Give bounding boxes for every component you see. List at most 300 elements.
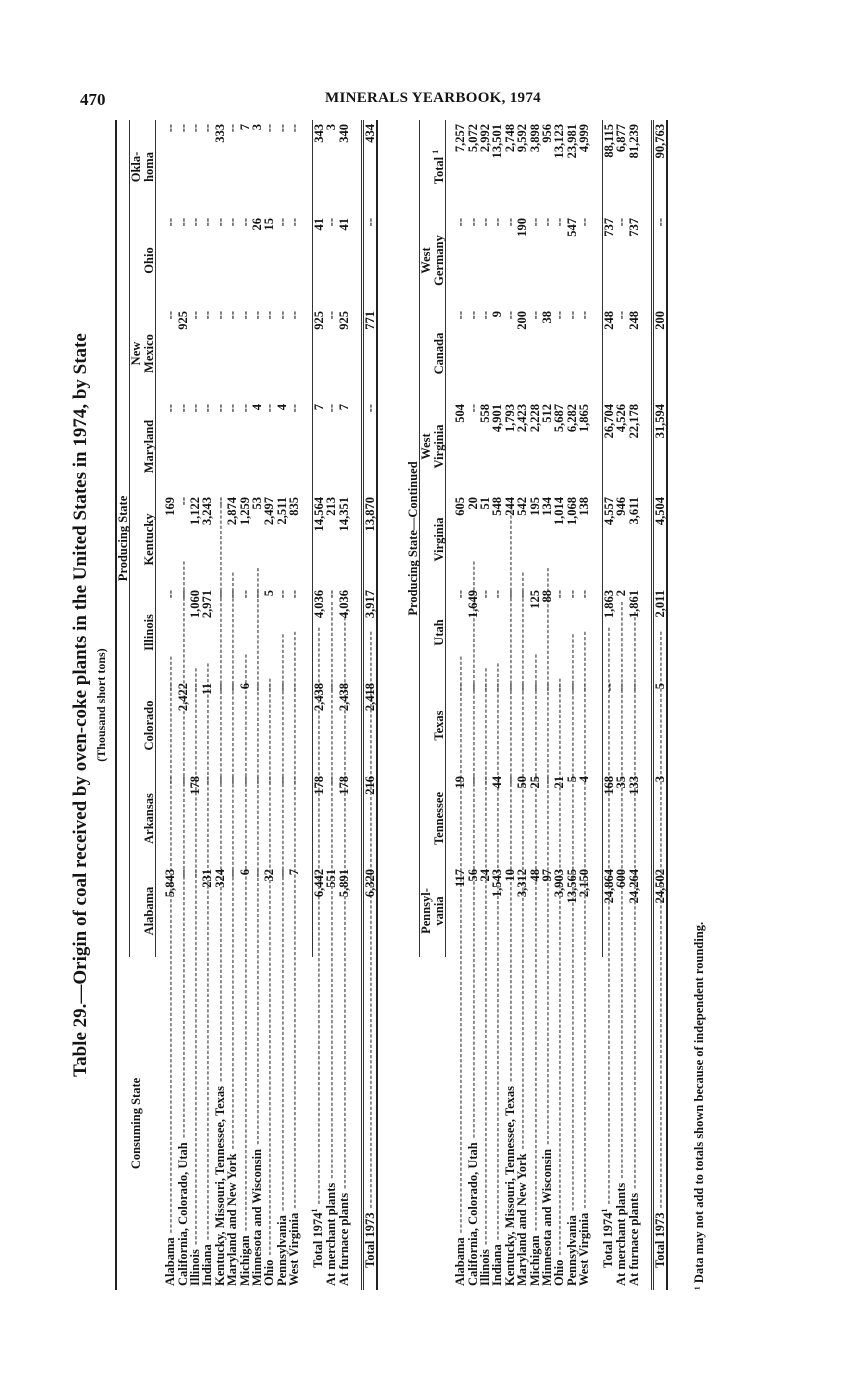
- table-subtitle: (Thousand short tons): [94, 648, 108, 762]
- row-label-text: Kentucky, Missouri, Tennessee, Texas -----: [503, 504, 517, 1286]
- cell-value: --: [614, 311, 629, 320]
- cell-value: --: [626, 683, 641, 692]
- cell-value: --: [200, 123, 215, 133]
- footnote-mark: 1: [430, 149, 440, 154]
- cell-value: --: [490, 218, 505, 227]
- cell-value: --: [262, 683, 277, 692]
- cell-value: 340: [336, 123, 351, 143]
- total-row: [628, 120, 640, 1290]
- row-label-text: At merchant plants -----: [614, 600, 628, 1286]
- table-row: [288, 120, 300, 1290]
- cell-value: 925: [336, 311, 351, 330]
- cell-value: 2,438: [312, 679, 325, 772]
- cell-value: --: [262, 123, 277, 133]
- cell-value: --: [324, 590, 339, 599]
- cell-value: --: [188, 218, 203, 227]
- cell-value: --: [175, 497, 190, 506]
- cell-value: 3: [324, 123, 339, 131]
- cell-value: 558: [478, 404, 493, 423]
- cell-value: --: [163, 590, 178, 599]
- cell-value: --: [188, 683, 203, 692]
- cell-value: 7: [237, 123, 252, 131]
- cell-value: 13,501: [490, 123, 505, 159]
- cell-value: --: [274, 218, 289, 227]
- cell-value: 9: [490, 311, 505, 318]
- cell-value: 9,592: [515, 123, 530, 153]
- cell-value: 200: [652, 307, 667, 400]
- cell-value: 771: [362, 307, 377, 400]
- cell-value: --: [564, 590, 579, 599]
- cell-value: 3,312: [515, 869, 530, 898]
- cell-value: 231: [200, 869, 215, 888]
- cell-value: --: [212, 497, 227, 506]
- cell-value: --: [175, 869, 190, 878]
- cell-value: 178: [336, 776, 351, 795]
- cell-value: 2,874: [225, 497, 240, 526]
- cell-value: --: [274, 123, 289, 133]
- cell-value: --: [274, 311, 289, 320]
- cell-value: 24: [478, 869, 493, 882]
- cell-value: --: [250, 869, 265, 878]
- cell-value: 3: [250, 123, 265, 131]
- cell-value: 2,497: [262, 497, 277, 526]
- row-label: [288, 957, 300, 1290]
- cell-value: 178: [188, 776, 203, 795]
- cell-value: 97: [540, 869, 555, 882]
- cell-value: --: [175, 776, 190, 785]
- cell-value: --: [225, 311, 240, 320]
- column-header: West Virginia: [420, 400, 446, 493]
- cell-value: --: [502, 218, 517, 227]
- cell-value: 605: [453, 497, 468, 516]
- column-header: Alabama: [130, 865, 156, 957]
- cell-value: 4,504: [652, 493, 667, 586]
- cell-value: --: [163, 404, 178, 413]
- cell-value: --: [453, 683, 468, 692]
- cell-value: --: [225, 123, 240, 133]
- cell-value: --: [465, 776, 480, 785]
- cell-value: --: [237, 311, 252, 320]
- cell-value: 26: [250, 218, 265, 231]
- column-header: New Mexico: [130, 307, 156, 400]
- row-label-text: At furnace plants -----: [337, 611, 351, 1286]
- cell-value: --: [287, 218, 302, 227]
- row-label-text: Pennsylvania -----: [565, 633, 579, 1286]
- cell-value: --: [465, 404, 480, 413]
- cell-value: --: [324, 404, 339, 413]
- cell-value: 15: [262, 218, 277, 231]
- row-label-text: Pennsylvania -----: [275, 633, 289, 1286]
- cell-value: --: [212, 311, 227, 320]
- cell-value: 925: [175, 311, 190, 330]
- cell-value: --: [324, 683, 339, 692]
- cell-value: --: [225, 590, 240, 599]
- row-label-text: Total 1974: [601, 1212, 616, 1268]
- cell-value: 551: [324, 869, 339, 888]
- cell-value: --: [163, 123, 178, 133]
- column-header: Colorado: [130, 679, 156, 772]
- cell-value: --: [478, 311, 493, 320]
- cell-value: 35: [614, 776, 629, 789]
- cell-value: --: [552, 590, 567, 599]
- cell-value: 542: [515, 497, 530, 516]
- cell-value: --: [478, 590, 493, 599]
- row-label-text: At furnace plants -----: [627, 611, 641, 1286]
- cell-value: --: [212, 218, 227, 227]
- cell-value: --: [287, 683, 302, 692]
- column-header: Okla- homa: [130, 120, 156, 214]
- row-label-text: Ohio -----: [552, 677, 566, 1286]
- cell-value: 4,526: [614, 404, 629, 433]
- row-label-text: Illinois -----: [188, 667, 202, 1286]
- cell-value: 3,903: [552, 869, 567, 898]
- cell-value: 44: [490, 776, 505, 789]
- cell-value: 925: [312, 307, 325, 400]
- cell-value: --: [225, 776, 240, 785]
- rotated-table-area: [60, 120, 750, 1290]
- cell-value: 956: [540, 123, 555, 143]
- column-header: Ohio: [130, 214, 156, 307]
- cell-value: 2,992: [478, 123, 493, 153]
- cell-value: 88: [540, 590, 555, 603]
- cell-value: --: [163, 218, 178, 227]
- cell-value: --: [212, 683, 227, 692]
- cell-value: 216: [362, 772, 377, 865]
- cell-value: 138: [577, 497, 592, 516]
- cell-value: --: [527, 218, 542, 227]
- cell-value: 24,864: [602, 865, 615, 957]
- cell-value: --: [262, 404, 277, 413]
- cell-value: 2,422: [175, 683, 190, 712]
- cell-value: 5,072: [465, 123, 480, 153]
- cell-value: --: [552, 218, 567, 227]
- cell-value: 190: [515, 218, 530, 237]
- column-header: Arkansas: [130, 772, 156, 865]
- cell-value: 5,687: [552, 404, 567, 433]
- cell-value: 51: [478, 497, 493, 510]
- row-label: [338, 957, 350, 1290]
- cell-value: 3,243: [200, 497, 215, 526]
- cell-value: 4,999: [577, 123, 592, 153]
- cell-value: 14,564: [312, 493, 325, 586]
- cell-value: --: [237, 590, 252, 599]
- cell-value: --: [453, 218, 468, 227]
- cell-value: --: [250, 311, 265, 320]
- cell-value: --: [527, 311, 542, 320]
- cell-value: 333: [212, 123, 227, 143]
- cell-value: 5: [564, 776, 579, 783]
- cell-value: 737: [626, 218, 641, 237]
- cell-value: 168: [602, 772, 615, 865]
- cell-value: 5: [262, 590, 277, 597]
- cell-value: 56: [465, 869, 480, 882]
- cell-value: --: [274, 590, 289, 599]
- cell-value: --: [212, 776, 227, 785]
- cell-value: --: [250, 683, 265, 692]
- cell-value: --: [212, 590, 227, 599]
- row-label-text: Minnesota and Wisconsin -----: [540, 567, 554, 1286]
- cell-value: 1,259: [237, 497, 252, 526]
- cell-value: 2: [614, 590, 629, 597]
- cell-value: 22,178: [626, 404, 641, 439]
- cell-value: 24,502: [652, 865, 667, 957]
- cell-value: --: [652, 214, 667, 307]
- cell-value: --: [564, 683, 579, 692]
- cell-value: --: [502, 311, 517, 320]
- row-label-text: Maryland and New York -----: [515, 571, 529, 1286]
- cell-value: 31,594: [652, 400, 667, 493]
- cell-value: --: [324, 218, 339, 227]
- table-row: [578, 120, 590, 1290]
- cell-value: 6: [237, 869, 252, 876]
- running-head: MINERALS YEARBOOK, 1974: [325, 90, 541, 106]
- cell-value: --: [502, 776, 517, 785]
- table-part1: [115, 120, 378, 1290]
- cell-value: 7: [312, 400, 325, 493]
- column-header: Utah: [420, 586, 446, 679]
- cell-value: --: [614, 218, 629, 227]
- footnote: ¹ Data may not add to totals shown because of independent rounding.: [692, 921, 706, 1290]
- cell-value: 504: [453, 404, 468, 423]
- cell-value: --: [465, 683, 480, 692]
- spanner-producing-state: Producing State: [116, 120, 130, 957]
- cell-value: 38: [540, 311, 555, 324]
- cell-value: --: [163, 776, 178, 785]
- cell-value: 90,763: [652, 120, 667, 214]
- cell-value: 1,861: [626, 590, 641, 619]
- row-label-text: At merchant plants -----: [324, 600, 338, 1286]
- cell-value: 3,898: [527, 123, 542, 153]
- row-label: [362, 957, 377, 1290]
- cell-value: --: [225, 683, 240, 692]
- row-label-text: Michigan -----: [238, 653, 252, 1286]
- cell-value: 4,901: [490, 404, 505, 433]
- page-number: 470: [80, 90, 106, 109]
- cell-value: --: [527, 683, 542, 692]
- row-label-text: Total 1973 -----: [653, 630, 667, 1268]
- cell-value: --: [175, 404, 190, 413]
- cell-value: 13,870: [362, 493, 377, 586]
- cell-value: 6: [237, 683, 252, 690]
- cell-value: --: [200, 218, 215, 227]
- cell-value: 14,351: [336, 497, 351, 532]
- cell-value: --: [478, 218, 493, 227]
- cell-value: --: [188, 869, 203, 878]
- cell-value: --: [540, 683, 555, 692]
- cell-value: 1,543: [490, 869, 505, 898]
- cell-value: --: [237, 776, 252, 785]
- cell-value: 4: [577, 776, 592, 783]
- row-label-text: West Virginia -----: [287, 630, 301, 1286]
- cell-value: 19: [453, 776, 468, 789]
- column-header: Kentucky: [130, 493, 156, 586]
- cell-value: --: [577, 683, 592, 692]
- column-header: Virginia: [420, 493, 446, 586]
- row-label-text: Alabama -----: [163, 655, 177, 1286]
- cell-value: --: [200, 311, 215, 320]
- cell-value: 7,257: [453, 123, 468, 153]
- cell-value: 11: [200, 683, 215, 695]
- cell-value: --: [225, 869, 240, 878]
- cell-value: --: [540, 218, 555, 227]
- cell-value: 213: [324, 497, 339, 516]
- row-label-text: Maryland and New York -----: [225, 571, 239, 1286]
- cell-value: --: [188, 311, 203, 320]
- cell-value: 23,981: [564, 123, 579, 159]
- cell-value: 6,442: [312, 865, 325, 957]
- cell-value: --: [478, 776, 493, 785]
- row-label-text: Illinois -----: [478, 667, 492, 1286]
- cell-value: --: [577, 590, 592, 599]
- column-header: Tennessee: [420, 772, 446, 865]
- cell-value: --: [602, 679, 615, 772]
- cell-value: --: [274, 683, 289, 692]
- cell-value: --: [163, 683, 178, 692]
- cell-value: 178: [312, 772, 325, 865]
- row-label-text: Indiana -----: [200, 662, 214, 1286]
- cell-value: 434: [362, 120, 377, 214]
- cell-value: --: [552, 683, 567, 692]
- cell-value: --: [453, 590, 468, 599]
- row-label-text: Michigan -----: [528, 653, 542, 1286]
- table-part2: [407, 120, 668, 1290]
- cell-value: --: [577, 218, 592, 227]
- cell-value: --: [453, 311, 468, 320]
- cell-value: 1,060: [188, 590, 203, 619]
- column-header: Maryland: [130, 400, 156, 493]
- cell-value: --: [490, 590, 505, 599]
- stub-header: Consuming State: [129, 1077, 144, 1170]
- cell-value: 1,122: [188, 497, 203, 526]
- cell-value: 7: [336, 404, 351, 411]
- cell-value: 1,863: [602, 586, 615, 679]
- cell-value: 3,611: [626, 497, 641, 525]
- row-label: [578, 957, 590, 1290]
- row-label-text: Minnesota and Wisconsin -----: [250, 567, 264, 1286]
- cell-value: --: [274, 869, 289, 878]
- cell-value: 248: [626, 311, 641, 330]
- row-label-text: California, Colorado, Utah -----: [466, 560, 480, 1286]
- cell-value: --: [237, 218, 252, 227]
- cell-value: --: [552, 311, 567, 320]
- footnote-mark: 1: [600, 1208, 610, 1213]
- cell-value: --: [200, 404, 215, 413]
- row-label-text: Total 1974: [311, 1212, 326, 1268]
- cell-value: 1,793: [502, 404, 517, 433]
- cell-value: 547: [564, 218, 579, 237]
- cell-value: --: [250, 776, 265, 785]
- cell-value: --: [262, 311, 277, 320]
- cell-value: 244: [502, 497, 517, 516]
- cell-value: 2,423: [515, 404, 530, 433]
- cell-value: 2,150: [577, 869, 592, 898]
- row-label-text: Kentucky, Missouri, Tennessee, Texas -----: [213, 504, 227, 1286]
- cell-value: 324: [212, 869, 227, 888]
- cell-value: 946: [614, 497, 629, 516]
- total-1973-row: [652, 120, 667, 1290]
- cell-value: --: [465, 311, 480, 320]
- cell-value: --: [200, 776, 215, 785]
- cell-value: 20: [465, 497, 480, 510]
- cell-value: 2,418: [362, 679, 377, 772]
- cell-value: --: [287, 590, 302, 599]
- cell-value: 4,557: [602, 493, 615, 586]
- cell-value: 117: [453, 869, 468, 888]
- cell-value: 5: [652, 679, 667, 772]
- table-title: Table 29.—Origin of coal received by oven-coke plants in the United States in 1974, by State: [70, 333, 91, 1077]
- column-header: Illinois: [130, 586, 156, 679]
- cell-value: --: [163, 311, 178, 320]
- cell-value: 2,011: [652, 586, 667, 679]
- cell-value: 6,877: [614, 123, 629, 153]
- column-header: Pennsyl- vania: [420, 865, 446, 957]
- cell-value: 4: [250, 404, 265, 411]
- row-label: [628, 957, 640, 1290]
- cell-value: 169: [163, 497, 178, 516]
- cell-value: 41: [336, 218, 351, 231]
- cell-value: --: [188, 123, 203, 133]
- cell-value: --: [287, 776, 302, 785]
- cell-value: 6,320: [362, 865, 377, 957]
- footnote-mark: 1: [310, 1208, 320, 1213]
- cell-value: 5,891: [336, 869, 351, 898]
- cell-value: 25: [527, 776, 542, 789]
- cell-value: --: [362, 400, 377, 493]
- cell-value: --: [175, 590, 190, 599]
- cell-value: 512: [540, 404, 555, 423]
- cell-value: 548: [490, 497, 505, 516]
- cell-value: --: [287, 311, 302, 320]
- cell-value: 41: [312, 214, 325, 307]
- row-label-text: Ohio -----: [262, 677, 276, 1286]
- cell-value: 200: [515, 311, 530, 330]
- cell-value: 248: [602, 307, 615, 400]
- cell-value: 343: [312, 120, 325, 214]
- cell-value: 6,282: [564, 404, 579, 433]
- cell-value: --: [237, 404, 252, 413]
- column-header: Texas: [420, 679, 446, 772]
- cell-value: 835: [287, 497, 302, 516]
- cell-value: 7: [287, 869, 302, 876]
- cell-value: --: [188, 404, 203, 413]
- cell-value: --: [362, 214, 377, 307]
- spanner-producing-state-continued: Producing State—Continued: [407, 120, 420, 957]
- total-row: [338, 120, 350, 1290]
- cell-value: --: [502, 590, 517, 599]
- cell-value: --: [262, 776, 277, 785]
- cell-value: 21: [552, 776, 567, 789]
- cell-value: 48: [527, 869, 542, 882]
- cell-value: --: [274, 776, 289, 785]
- cell-value: --: [225, 218, 240, 227]
- cell-value: 4,036: [336, 590, 351, 619]
- cell-value: 2,971: [200, 590, 215, 619]
- cell-value: 88,115: [602, 120, 615, 214]
- cell-value: 3: [652, 772, 667, 865]
- cell-value: 26,704: [602, 400, 615, 493]
- cell-value: 2,228: [527, 404, 542, 433]
- cell-value: 600: [614, 869, 629, 888]
- cell-value: --: [324, 311, 339, 320]
- cell-value: --: [465, 218, 480, 227]
- cell-value: 32: [262, 869, 277, 882]
- cell-value: --: [250, 590, 265, 599]
- total-1973-row: [362, 120, 377, 1290]
- cell-value: --: [490, 683, 505, 692]
- cell-value: --: [287, 123, 302, 133]
- cell-value: --: [540, 776, 555, 785]
- cell-value: --: [175, 123, 190, 133]
